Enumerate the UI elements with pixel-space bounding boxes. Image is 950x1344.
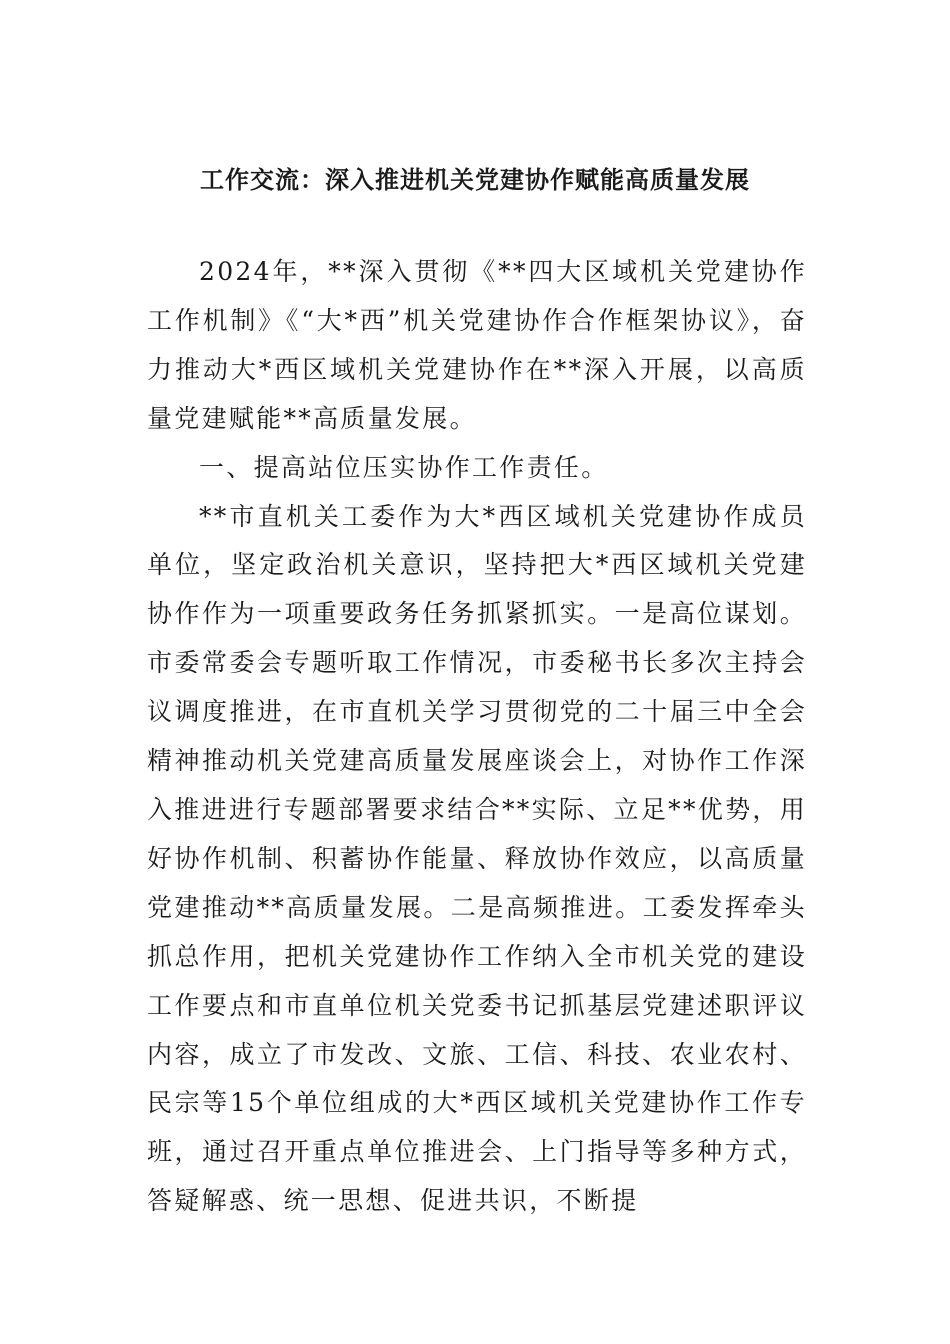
- section-heading-1: 一、提高站位压实协作工作责任。: [199, 452, 609, 482]
- document-body: [147, 248, 807, 1226]
- paragraph-section-1: **市直机关工委作为大*西区域机关党建协作成员单位，坚定政治机关意识，坚持把大*西区域机关党建协作作为一项重要政务任务抓紧抓实。一是高位谋划。市委常委会专题听取工作情况，市委秘书长多次主持会议调度推进，在市直机关学习贯彻党的二十届三中全会精神推动机关党建高质量发展座谈会上，对协作工作深入推进进行专题部署要求结合**实际、立足**优势，用好协作机制、积蓄协作能量、释放协作效应，以高质量党建推动**高质量发展。二是高频推进。工委发挥牵头抓总作用，把机关党建协作工作纳入全市机关党的建设工作要点和市直单位机关党委书记抓基层党建述职评议内容，成立了市发改、文旅、工信、科技、农业农村、民宗等15个单位组成的大*西区域机关党建协作工作专班，通过召开重点单位推进会、上门指导等多种方式，答疑解惑、统一思想、促进共识，不断提: [147, 501, 807, 1216]
- document-title: 工作交流：深入推进机关党建协作赋能高质量发展: [200, 165, 750, 194]
- paragraph-intro: 2024年，**深入贯彻《**四大区域机关党建协作工作机制》《“大*西”机关党建协作合作框架协议》，奋力推动大*西区域机关党建协作在**深入开展，以高质量党建赋能**高质量发展。: [147, 257, 807, 433]
